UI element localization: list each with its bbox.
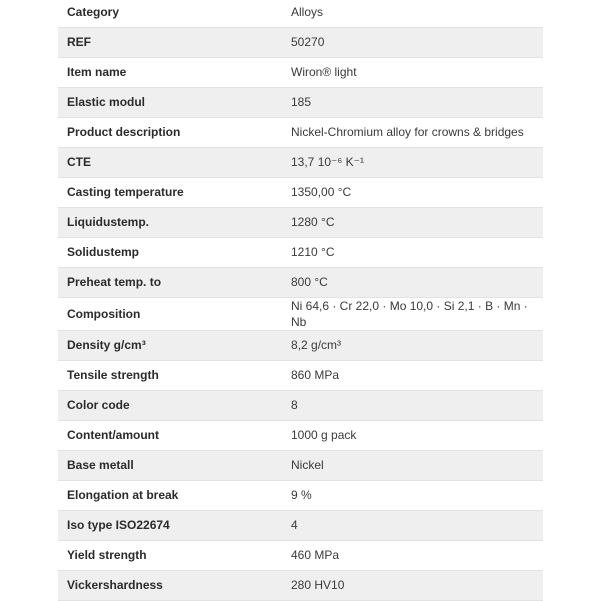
spec-row-color-code: [58, 390, 543, 420]
spec-label: CTE: [58, 147, 291, 177]
spec-label: Liquidustemp.: [58, 207, 291, 237]
spec-label: Vickershardness: [58, 570, 291, 600]
spec-row-elongation-at-break: [58, 480, 543, 510]
spec-value: 1210 °C: [291, 237, 543, 267]
spec-label: Base metall: [58, 450, 291, 480]
spec-value: 8: [291, 390, 543, 420]
spec-value: Nickel-Chromium alloy for crowns & bridges: [291, 117, 543, 147]
spec-value: 185: [291, 87, 543, 117]
spec-row-yield-strength: [58, 540, 543, 570]
spec-label: Casting temperature: [58, 177, 291, 207]
spec-label: Color code: [58, 390, 291, 420]
spec-row-content-amount: [58, 420, 543, 450]
spec-row-ref: [58, 27, 543, 57]
spec-label: Composition: [58, 297, 291, 330]
spec-value: 860 MPa: [291, 360, 543, 390]
spec-label: Tensile strength: [58, 360, 291, 390]
spec-value: 9 %: [291, 480, 543, 510]
spec-value: 1280 °C: [291, 207, 543, 237]
spec-value: 460 MPa: [291, 540, 543, 570]
spec-row-density: [58, 330, 543, 360]
spec-label: REF: [58, 27, 291, 57]
spec-table-body: [58, 0, 543, 600]
spec-row-composition: [58, 297, 543, 330]
spec-row-tensile-strength: [58, 360, 543, 390]
spec-value: Wiron® light: [291, 57, 543, 87]
spec-value: 4: [291, 510, 543, 540]
spec-value: 280 HV10: [291, 570, 543, 600]
spec-value: 8,2 g/cm³: [291, 330, 543, 360]
spec-row-product-description: [58, 117, 543, 147]
spec-label: Product description: [58, 117, 291, 147]
spec-row-vickershardness: [58, 570, 543, 600]
spec-label: Category: [58, 0, 291, 27]
spec-label: Preheat temp. to: [58, 267, 291, 297]
spec-value: Alloys: [291, 0, 543, 27]
spec-row-casting-temperature: [58, 177, 543, 207]
spec-label: Content/amount: [58, 420, 291, 450]
spec-label: Elongation at break: [58, 480, 291, 510]
spec-label: Item name: [58, 57, 291, 87]
spec-label: Solidustemp: [58, 237, 291, 267]
spec-row-preheat-temp: [58, 267, 543, 297]
spec-row-cte: [58, 147, 543, 177]
product-spec-table: [58, 0, 543, 601]
spec-row-iso-type: [58, 510, 543, 540]
spec-row-elastic-modul: [58, 87, 543, 117]
spec-row-category: [58, 0, 543, 27]
spec-label: Elastic modul: [58, 87, 291, 117]
spec-row-liquidustemp: [58, 207, 543, 237]
spec-value: 1350,00 °C: [291, 177, 543, 207]
spec-row-base-metall: [58, 450, 543, 480]
spec-value: 13,7 10⁻⁶ K⁻¹: [291, 147, 543, 177]
spec-row-solidustemp: [58, 237, 543, 267]
spec-value: 1000 g pack: [291, 420, 543, 450]
spec-label: Iso type ISO22674: [58, 510, 291, 540]
spec-value: 800 °C: [291, 267, 543, 297]
spec-label: Density g/cm³: [58, 330, 291, 360]
spec-value: 50270: [291, 27, 543, 57]
spec-row-item-name: [58, 57, 543, 87]
spec-value: Ni 64,6 · Cr 22,0 · Mo 10,0 · Si 2,1 · B · Mn · Nb: [291, 297, 543, 330]
spec-label: Yield strength: [58, 540, 291, 570]
spec-value: Nickel: [291, 450, 543, 480]
